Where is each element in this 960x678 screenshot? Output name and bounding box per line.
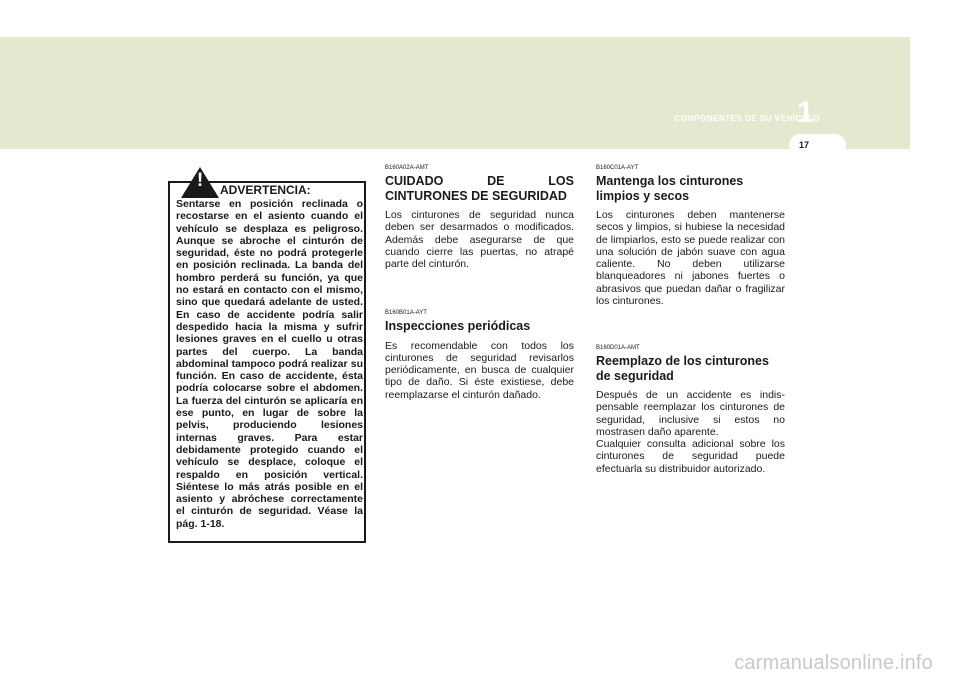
header-band [0, 37, 910, 149]
article-heading: Mantenga los cinturones limpios y secos [596, 174, 744, 203]
article-body: Los cinturones deben mantenerse secos y limpios, si hubiese la necesidad de limpiarlos, esto se puede realizar con una solución de jabón suave con agua caliente. No deben utilizarse blanqueadores ni jabones fuertes o abrasivos que puedan dañar o fragilizar los cinturones. [596, 209, 785, 308]
watermark-logo[interactable]: carmanualsonline.info [734, 652, 933, 674]
article-heading [385, 174, 574, 203]
article-body: Después de un accidente es indis- pensable reemplazar los cinturones de seguridad, inclusive si estos no mostrasen daño aparente. Cualquier consulta adicional sobre los cinturones de seguridad puede efectuarla su distribuidor autorizado. [596, 389, 785, 475]
article-body: Los cinturones de seguridad nunca deben ser desarmados o modificados. Además debe asegurarse de que cuando cierre las puertas, no atrapé parte del cinturón. [385, 209, 574, 271]
article-clean-dry [596, 165, 785, 307]
article-code: B160D01A-AMT [596, 345, 640, 351]
page-number: 17 [798, 140, 809, 150]
chapter-number: 1 [797, 96, 814, 129]
article-code: B160C01A-AYT [596, 165, 639, 171]
article-inspections [385, 310, 574, 401]
article-heading-line-2: CINTURONES DE SEGURIDAD [385, 188, 567, 203]
article-code: B160B01A-AYT [385, 310, 427, 316]
article-heading: Reemplazo de los cinturones de seguridad [596, 354, 769, 383]
section-title: COMPONENTES DE SU VEHÍCULO [674, 114, 820, 123]
warning-title: ADVERTENCIA: [220, 183, 311, 197]
article-care [385, 165, 574, 270]
warning-body: Sentarse en posición reclinada o recostarse en el asiento cuando el vehículo se desplaza es peligroso. Aunque se abroche el cinturón de seguridad, éste no podrá protegerle en posición reclinada. La banda del hombro perderá su función, ya que no estará en contacto con el mismo, sino que quedará adelante de usted. En caso de accidente podría salir despedido hacia la misma y sufrir lesiones graves en el cuello u otras partes del cuerpo. La banda abdominal tampoco podrá realizar su función. En caso de accidente, ésta podría colocarse sobre el abdomen. La fuerza del cinturón se aplicaría en ese punto, en lugar de sobre la pelvis, produciendo lesiones internas graves. Para estar debidamente protegido cuando el vehículo se desplace, coloque el respaldo en posición vertical. Siéntese lo más atrás posible en el asiento y abróchese correctamente el cinturón de seguridad. Véase la pág. 1-18. [176, 198, 363, 530]
exclamation-icon: ! [196, 170, 204, 191]
article-body: Es recomendable con todos los cinturones de seguridad revisarlos periódicamente, en busca de cualquier tipo de daño. Si éste existiese, debe reemplazarse el cinturón dañado. [385, 339, 574, 401]
article-heading-line-1: CUIDADO DE LOS [385, 174, 574, 188]
article-heading: Inspecciones periódicas [385, 319, 531, 333]
article-replacement [596, 345, 785, 475]
article-code: B160A02A-AMT [385, 165, 429, 171]
